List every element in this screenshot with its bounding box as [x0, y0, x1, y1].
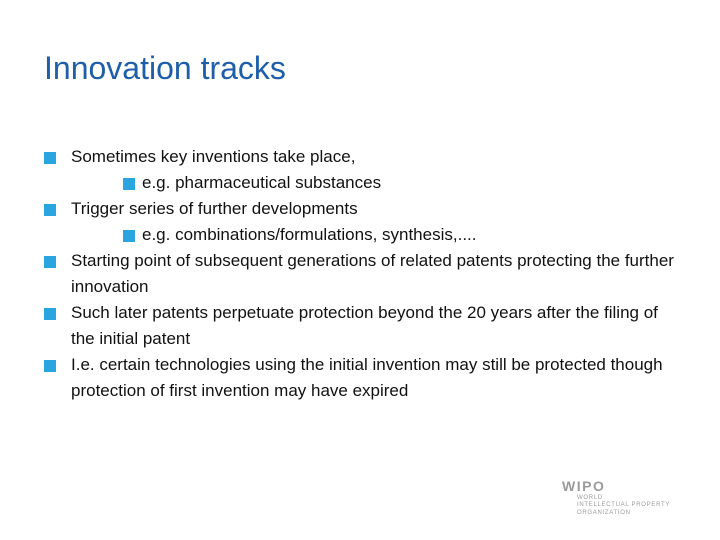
square-bullet-icon [44, 256, 56, 268]
square-bullet-icon [44, 204, 56, 216]
square-bullet-icon [123, 230, 135, 242]
bullet-text: Trigger series of further developments [71, 199, 358, 218]
bullet-item [44, 144, 684, 170]
bullet-item [44, 248, 684, 300]
sub-bullet-item [44, 170, 684, 196]
bullet-list [44, 144, 684, 404]
square-bullet-icon [44, 360, 56, 372]
logo-line-world: WORLD [577, 495, 603, 501]
slide-title: Innovation tracks [44, 50, 286, 86]
bullet-text: e.g. pharmaceutical substances [142, 173, 382, 192]
bullet-text: Sometimes key inventions take place, [71, 147, 356, 166]
wipo-logo [560, 478, 695, 518]
bullet-text: I.e. certain technologies using the initial invention may still be protected though protection of first invention may have expired [71, 355, 663, 400]
square-bullet-icon [44, 308, 56, 320]
logo-wordmark: WIPO [562, 478, 606, 494]
bullet-text: Such later patents perpetuate protection beyond the 20 years after the filing of the initial patent [71, 303, 658, 348]
logo-line-intellectual-property: INTELLECTUAL PROPERTY [577, 502, 671, 508]
square-bullet-icon [123, 178, 135, 190]
square-bullet-icon [44, 152, 56, 164]
bullet-item [44, 300, 684, 352]
bullet-item [44, 196, 684, 222]
sub-bullet-item [44, 222, 684, 248]
bullet-item [44, 352, 684, 404]
bullet-text: Starting point of subsequent generations of related patents protecting the further innovation [71, 251, 674, 296]
bullet-text: e.g. combinations/formulations, synthesis,.... [142, 225, 477, 244]
logo-line-organization: ORGANIZATION [577, 510, 631, 516]
